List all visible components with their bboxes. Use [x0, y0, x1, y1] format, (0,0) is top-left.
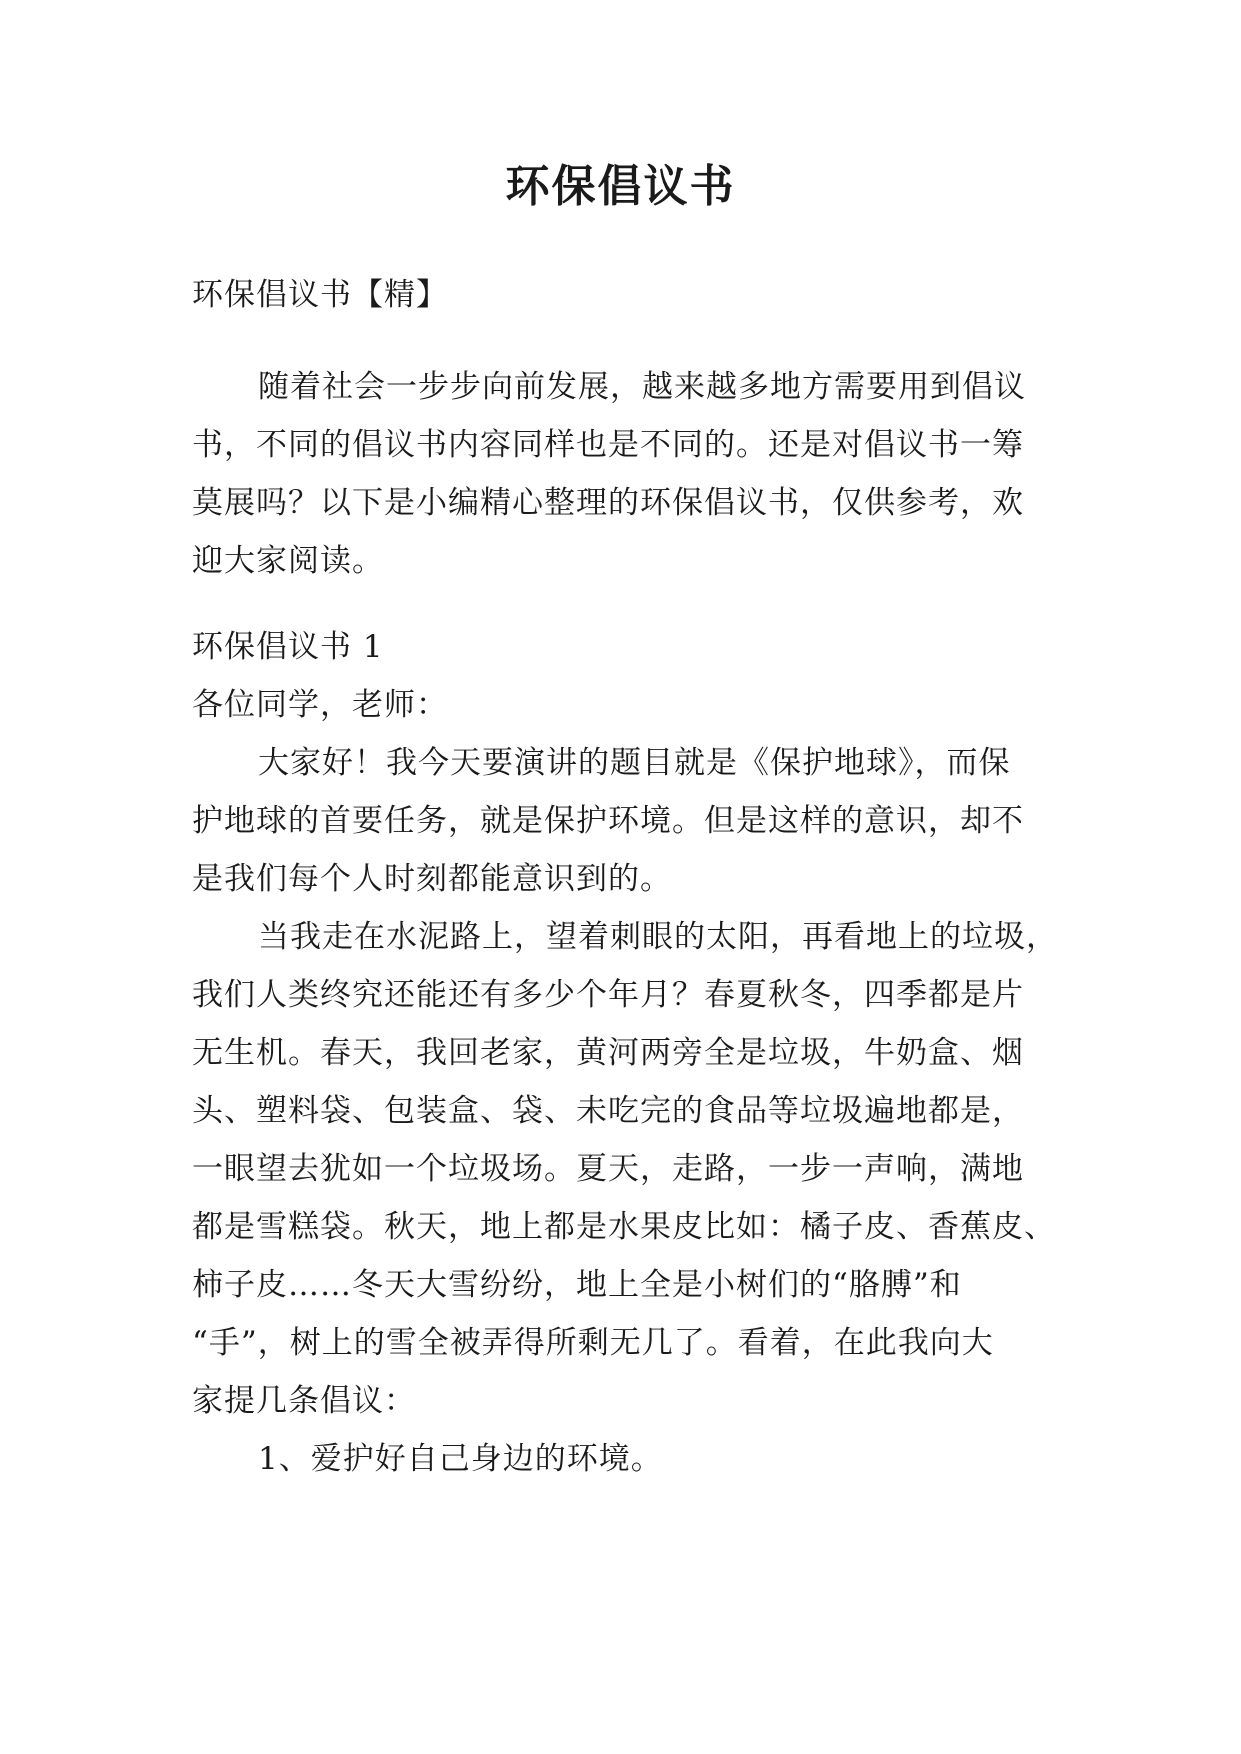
para2-line-4: 头、塑料袋、包装盒、袋、未吃完的食品等垃圾遍地都是， — [192, 1093, 1024, 1129]
para1-line-2: 护地球的首要任务，就是保护环境。但是这样的意识，却不 — [192, 803, 1024, 839]
salutation: 各位同学，老师： — [192, 687, 448, 723]
intro-line-2: 书，不同的倡议书内容同样也是不同的。还是对倡议书一筹 — [192, 427, 1024, 463]
intro-line-4: 迎大家阅读。 — [192, 543, 384, 579]
para2-line-5: 一眼望去犹如一个垃圾场。夏天，走路，一步一声响，满地 — [192, 1151, 1024, 1187]
intro-line-1: 随着社会一步步向前发展，越来越多地方需要用到倡议 — [258, 369, 1026, 405]
para2-line-9: 家提几条倡议： — [192, 1383, 416, 1419]
para2-line-1: 当我走在水泥路上，望着刺眼的太阳，再看地上的垃圾， — [258, 919, 1058, 955]
subtitle-line: 环保倡议书【精】 — [192, 277, 448, 313]
document-title: 环保倡议书 — [505, 161, 736, 212]
para1-line-1: 大家好！我今天要演讲的题目就是《保护地球》，而保 — [258, 745, 1011, 781]
section-heading: 环保倡议书 1 — [192, 629, 384, 665]
para2-line-8: “手”，树上的雪全被弄得所剩无几了。看着，在此我向大 — [192, 1325, 994, 1361]
para2-line-7: 柿子皮……冬天大雪纷纷，地上全是小树们的“胳膊”和 — [192, 1267, 962, 1303]
list-item-1: 1、爱护好自己身边的环境。 — [258, 1441, 663, 1477]
para1-line-3: 是我们每个人时刻都能意识到的。 — [192, 861, 672, 897]
section-1 — [192, 618, 1062, 1488]
para2-line-6: 都是雪糕袋。秋天，地上都是水果皮比如：橘子皮、香蕉皮、 — [192, 1209, 1056, 1245]
para2-line-3: 无生机。春天，我回老家，黄河两旁全是垃圾，牛奶盒、烟 — [192, 1035, 1024, 1071]
document-subtitle — [192, 266, 1062, 324]
intro-paragraph — [192, 358, 1062, 590]
intro-line-3: 莫展吗？以下是小编精心整理的环保倡议书，仅供参考，欢 — [192, 485, 1024, 521]
para2-line-2: 我们人类终究还能还有多少个年月？春夏秋冬，四季都是片 — [192, 977, 1024, 1013]
